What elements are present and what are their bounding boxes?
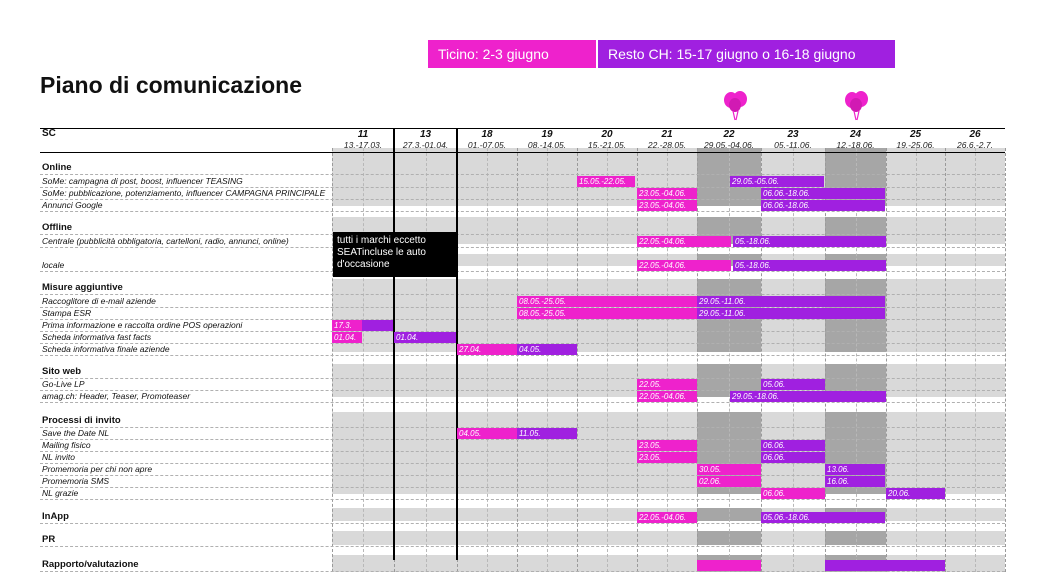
row-label: SoMe: pubblicazione, potenziamento, influencer CAMPAGNA PRINCIPALE xyxy=(42,188,326,198)
gantt-bar: 05.-18.06. xyxy=(733,260,886,271)
week-number: 11 xyxy=(357,129,369,140)
gantt-bar: 17.3. xyxy=(332,320,362,331)
gantt-bar: 15.05.-22.05. xyxy=(577,176,635,187)
grid-row-line xyxy=(40,211,1005,212)
row-label: Scheda informativa finale aziende xyxy=(42,344,170,354)
gantt-bar: 08.05.-25.05. xyxy=(517,308,697,319)
gantt-bar: 22.05.-04.06. xyxy=(637,391,697,402)
week-dates: 27.3.-01.04. xyxy=(402,140,449,150)
row-label: Annunci Google xyxy=(42,200,103,210)
grid-row-line xyxy=(40,331,1005,332)
week-number: 19 xyxy=(541,129,553,140)
grid-row-line xyxy=(40,234,1005,235)
header-bottom-line xyxy=(40,152,1005,153)
grid-row-line xyxy=(40,294,1005,295)
grid-row-line xyxy=(40,174,1005,175)
gantt-bar: 29.05.-11.06. xyxy=(697,296,885,307)
gantt-bar: 22.05. xyxy=(637,379,697,390)
gantt-bar: 06.06.-18.06. xyxy=(761,200,885,211)
grid-row-line xyxy=(40,451,1005,452)
row-label: Promemoria per chi non apre xyxy=(42,464,153,474)
row-label: Centrale (pubblicità obbligatoria, cartelloni, radio, annunci, online) xyxy=(42,236,289,246)
row-label: Go-Live LP xyxy=(42,379,85,389)
gantt-bar: 23.05.-04.06. xyxy=(637,200,697,211)
week-dates: 12.-18.06. xyxy=(836,140,875,150)
gantt-bar: 05.06. xyxy=(761,379,825,390)
gantt-bar: 29.05.-05.06. xyxy=(730,176,824,187)
gantt-bar: 05.-18.06. xyxy=(733,236,886,247)
grid-row-line xyxy=(40,439,1005,440)
section-heading: Sito web xyxy=(42,366,82,377)
legend-ticino: Ticino: 2-3 giugno xyxy=(428,40,596,68)
section-heading: InApp xyxy=(42,511,69,522)
note-box: tutti i marchi eccetto SEATincluse le auto d'occasione xyxy=(333,232,456,277)
grid-row-line xyxy=(40,247,1005,248)
gantt-bar: 27.04. xyxy=(457,344,517,355)
grid-row-line xyxy=(40,499,1005,500)
balloons-icon xyxy=(722,90,750,122)
section-heading: Offline xyxy=(42,222,73,233)
week-number: 23 xyxy=(787,129,799,140)
section-heading: PR xyxy=(42,534,56,545)
week-number: 13 xyxy=(419,129,432,140)
gantt-bar: 29.05.-18.06. xyxy=(730,391,886,402)
gantt-bar: 06.06. xyxy=(761,452,825,463)
week-number: 26 xyxy=(969,129,981,140)
row-label: Prima informazione e raccolta ordine POS operazioni xyxy=(42,320,243,330)
page-title: Piano di comunicazione xyxy=(40,72,302,98)
gantt-bar: 16.06. xyxy=(825,476,885,487)
grid-row-line xyxy=(40,571,1005,572)
row-label: Promemoria SMS xyxy=(42,476,110,486)
grid-row-line xyxy=(40,355,1005,356)
gantt-bar: 06.06. xyxy=(761,488,825,499)
gantt-bar: 06.06.-18.06. xyxy=(761,188,885,199)
row-label: amag.ch: Header, Teaser, Promoteaser xyxy=(42,391,191,401)
week-dates: 08.-14.05. xyxy=(527,140,567,150)
week-dates: 05.-11.06. xyxy=(774,140,812,150)
gantt-bar: 23.05. xyxy=(637,440,697,451)
section-heading: Misure aggiuntive xyxy=(42,282,123,293)
row-label: Scheda informativa fast facts xyxy=(42,332,152,342)
row-label: Stampa ESR xyxy=(42,308,92,318)
gantt-bar: 22.05.-04.06. xyxy=(637,260,731,271)
grid-row-line xyxy=(40,546,1005,547)
gantt-bar: 20.06. xyxy=(886,488,945,499)
row-label: NL grazie xyxy=(42,488,79,498)
grid-row-line xyxy=(40,487,1005,488)
week-dates: 26.6.-2.7. xyxy=(957,140,993,150)
grid-row-line xyxy=(40,271,1005,272)
gantt-bar: 01.04. xyxy=(394,332,456,343)
section-gap xyxy=(40,494,1005,508)
gantt-bar: 13.06. xyxy=(825,464,885,475)
gantt-bar: 23.05. xyxy=(637,452,697,463)
grid-column-line xyxy=(1005,148,1006,572)
row-label: locale xyxy=(42,260,65,270)
row-label: Save the Date NL xyxy=(42,428,110,438)
gantt-bar xyxy=(697,560,761,571)
divider-line xyxy=(393,128,395,560)
gantt-bar xyxy=(825,560,945,571)
week-number: 24 xyxy=(849,129,862,140)
gantt-bar: 06.06. xyxy=(761,440,825,451)
gantt-bar: 22.05.-04.06. xyxy=(637,512,697,523)
gantt-bar: 02.06. xyxy=(697,476,761,487)
row-label: SoMe: campagna di post, boost, influencer TEASING xyxy=(42,176,243,186)
section-heading: Processi di invito xyxy=(42,415,121,426)
row-label: Raccoglitore di e-mail aziende xyxy=(42,296,156,306)
grid-row-line xyxy=(40,402,1005,403)
gantt-bar: 04.05. xyxy=(457,428,517,439)
week-dates: 01.-07.05. xyxy=(467,140,507,150)
gantt-bar: 05.06.-18.06. xyxy=(761,512,885,523)
grid-row-line xyxy=(40,523,1005,524)
week-dates: 22.-28.05. xyxy=(647,140,687,150)
week-dates: 13.-17.03. xyxy=(343,140,383,150)
balloons-icon xyxy=(843,90,871,122)
section-heading: Rapporto/valutazione xyxy=(42,559,139,570)
grid-row-line xyxy=(40,378,1005,379)
corner-label: SC xyxy=(42,128,56,139)
gantt-bar: 30.05. xyxy=(697,464,761,475)
row-label: NL invito xyxy=(42,452,75,462)
week-number: 25 xyxy=(909,129,922,140)
gantt-bar: 29.05.-11.06. xyxy=(697,308,885,319)
week-number: 20 xyxy=(601,129,613,140)
gantt-bar: 23.05.-04.06. xyxy=(637,188,697,199)
week-number: 21 xyxy=(661,129,673,140)
gantt-bar: 22.05.-04.06. xyxy=(637,236,731,247)
gantt-bar: 08.05.-25.05. xyxy=(517,296,697,307)
gantt-bar xyxy=(362,320,393,331)
week-dates: 29.05.-04.06. xyxy=(703,140,755,150)
week-dates: 19.-25.06. xyxy=(896,140,935,150)
row-label: Mailing fisico xyxy=(42,440,91,450)
gantt-bar: 04.05. xyxy=(517,344,577,355)
legend-resto: Resto CH: 15-17 giugno o 16-18 giugno xyxy=(598,40,895,68)
week-dates: 15.-21.05. xyxy=(587,140,627,150)
gantt-bar: 11.05. xyxy=(517,428,577,439)
gantt-bar: 01.04. xyxy=(332,332,362,343)
week-number: 18 xyxy=(481,129,493,140)
week-number: 22 xyxy=(723,129,735,140)
section-heading: Online xyxy=(42,162,72,173)
